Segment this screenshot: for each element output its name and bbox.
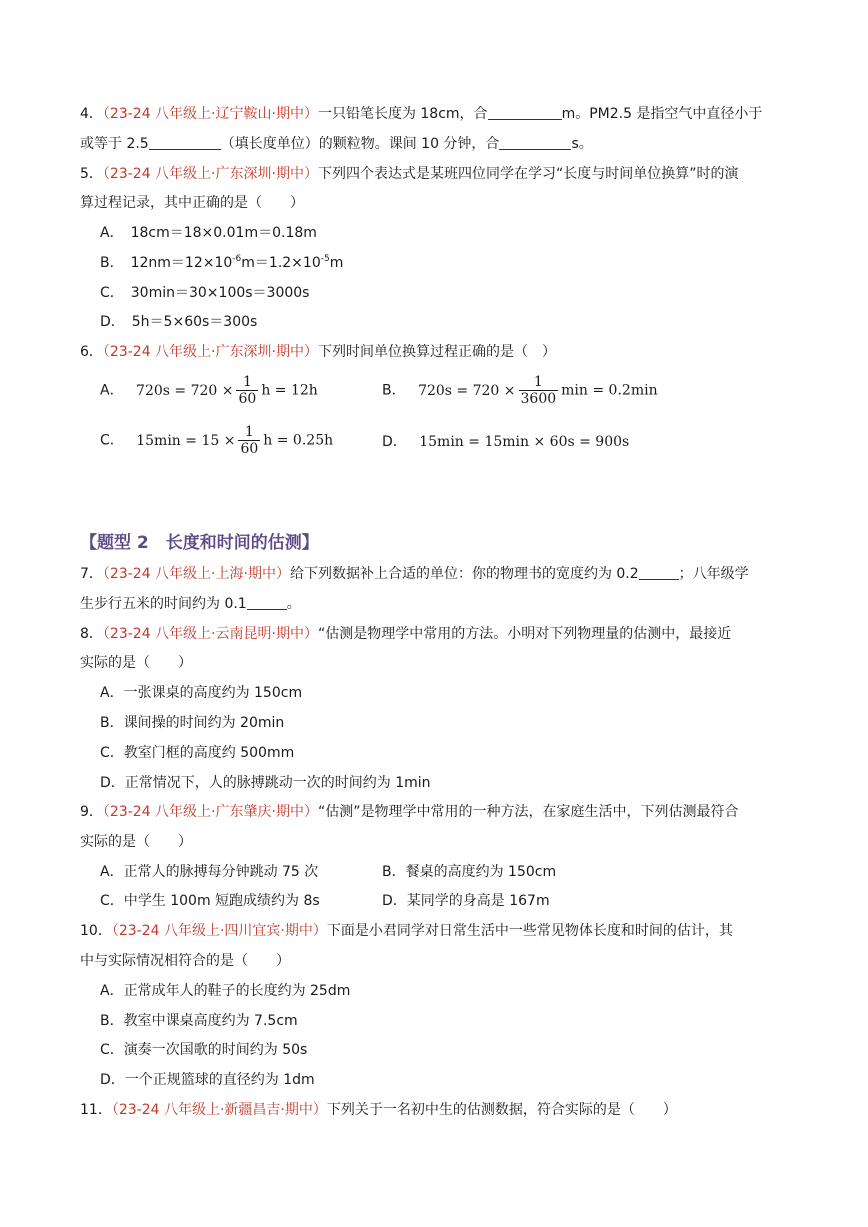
q6-option-a-denominator: 60	[238, 391, 257, 407]
q6-option-c-post: h = 0.25h	[263, 432, 334, 449]
q4-text-2c: s。	[571, 136, 593, 152]
q5-option-b-mid: m＝1.2×10	[241, 255, 321, 271]
q7-blank-2[interactable]	[247, 595, 287, 610]
q6-option-c-fraction	[238, 424, 260, 457]
q11-source-tag: （23-24 八年级上·新疆昌吉·期中）	[111, 1102, 327, 1118]
q6-number: 6．	[80, 344, 103, 360]
q4-blank-2[interactable]	[149, 135, 221, 150]
q6-option-b-label: B．	[382, 382, 406, 399]
q4-blank-3[interactable]	[499, 135, 571, 150]
q7-text-2b: 。	[286, 596, 301, 612]
q10-option-d[interactable]: D．一个正规篮球的直径约为 1dm	[100, 1072, 315, 1088]
q9-option-d[interactable]: D．某同学的身高是 167m	[382, 893, 550, 909]
q6-option-c-label: C．	[100, 432, 124, 449]
q9-option-b[interactable]: B．餐桌的高度约为 150cm	[382, 864, 557, 880]
q4-text-2b: （填长度单位）的颗粒物。课间 10 分钟，合	[220, 136, 500, 152]
q10-line-2: 中与实际情况相符合的是（ ）	[80, 953, 290, 969]
q7-text-2a: 生步行五米的时间约为 0.1	[80, 596, 247, 612]
q11-number: 11．	[80, 1102, 112, 1118]
q5-text-1: 下列四个表达式是某班四位同学在学习“长度与时间单位换算”时的演	[317, 166, 739, 182]
q6-option-b-post: min = 0.2min	[561, 382, 658, 399]
q7-blank-1[interactable]	[639, 565, 679, 580]
q11-line-1	[80, 1100, 677, 1120]
q5-source-tag: （23-24 八年级上·广东深圳·期中）	[102, 166, 318, 182]
q10-source-tag: （23-24 八年级上·四川宜宾·期中）	[111, 923, 327, 939]
q5-option-b-exp1: -6	[232, 254, 242, 264]
q6-option-c-numerator: 1	[244, 424, 254, 440]
q6-option-b-numerator: 1	[533, 374, 543, 390]
q6-option-d-expr: 15min = 15min × 60s = 900s	[419, 434, 630, 450]
q8-option-b[interactable]: B．课间操的时间约为 20min	[100, 715, 285, 731]
q6-option-c-denominator: 60	[240, 441, 259, 457]
q4-number: 4．	[80, 106, 103, 122]
q5-option-b-post: m	[329, 255, 344, 271]
q7-line-2	[80, 594, 301, 614]
q4-line-1	[80, 104, 762, 124]
q8-option-a[interactable]: A．一张课桌的高度约为 150cm	[100, 685, 303, 701]
q9-line-1	[80, 802, 738, 822]
q6-option-d-label: D．	[382, 434, 407, 450]
q6-option-b-fraction	[519, 374, 559, 407]
q9-option-a[interactable]: A．正常人的脉搏每分钟跳动 75 次	[100, 864, 319, 880]
q4-line-2	[80, 134, 593, 154]
q6-option-c-pre: 15min = 15 ×	[136, 432, 236, 449]
q4-text-2a: 或等于 2.5	[80, 136, 149, 152]
q6-option-a-numerator: 1	[242, 374, 252, 390]
q10-number: 10．	[80, 923, 112, 939]
q7-line-1	[80, 564, 749, 584]
q9-number: 9．	[80, 804, 103, 820]
q6-option-a-post: h = 12h	[261, 382, 318, 399]
q8-option-c[interactable]: C．教室门框的高度约 500mm	[100, 745, 295, 761]
q4-source-tag: （23-24 八年级上·辽宁鞍山·期中）	[102, 106, 318, 122]
q5-number: 5．	[80, 166, 103, 182]
q10-option-b[interactable]: B．教室中课桌高度约为 7.5cm	[100, 1013, 298, 1029]
q5-option-b-exp2: -5	[320, 254, 330, 264]
q10-option-c[interactable]: C．演奏一次国歌的时间约为 50s	[100, 1042, 308, 1058]
q6-option-d[interactable]	[382, 432, 629, 452]
q6-option-a-pre: 720s = 720 ×	[136, 382, 234, 399]
q6-text-1: 下列时间单位换算过程正确的是（ ）	[317, 344, 556, 360]
q5-option-b-pre: B． 12nm＝12×10	[100, 255, 233, 271]
q9-text-1: “估测”是物理学中常用的一种方法，在家庭生活中，下列估测最符合	[317, 804, 739, 820]
q4-blank-1[interactable]	[488, 105, 562, 120]
q6-line-1	[80, 342, 556, 362]
q6-source-tag: （23-24 八年级上·广东深圳·期中）	[102, 344, 318, 360]
q6-option-c[interactable]	[100, 424, 333, 457]
q8-line-2: 实际的是（ ）	[80, 655, 192, 671]
section-heading: 【题型 2 长度和时间的估测】	[80, 533, 319, 553]
q10-option-a[interactable]: A．正常成年人的鞋子的长度约为 25dm	[100, 983, 351, 999]
q8-line-1	[80, 624, 731, 644]
q7-text-1a: 给下列数据补上合适的单位：你的物理书的宽度约为 0.2	[289, 566, 639, 582]
q5-line-2: 算过程记录，其中正确的是（ ）	[80, 195, 304, 211]
q5-option-b[interactable]	[100, 253, 343, 273]
q9-option-c[interactable]: C．中学生 100m 短跑成绩约为 8s	[100, 893, 320, 909]
q5-line-1	[80, 164, 738, 184]
q8-source-tag: （23-24 八年级上·云南昆明·期中）	[102, 626, 318, 642]
q10-text-1: 下面是小君同学对日常生活中一些常见物体长度和时间的估计，其	[326, 923, 733, 939]
q8-option-d[interactable]: D．正常情况下，人的脉搏跳动一次的时间约为 1min	[100, 775, 431, 791]
q5-option-c[interactable]: C． 30min＝30×100s＝3000s	[100, 285, 310, 301]
q6-option-a[interactable]	[100, 374, 318, 407]
q4-text-1b: m。PM2.5 是指空气中直径小于	[561, 106, 763, 122]
q9-source-tag: （23-24 八年级上·广东肇庆·期中）	[102, 804, 318, 820]
q7-source-tag: （23-24 八年级上·上海·期中）	[102, 566, 290, 582]
q7-number: 7．	[80, 566, 103, 582]
q5-option-d[interactable]: D． 5h＝5×60s＝300s	[100, 314, 258, 330]
q11-text-1: 下列关于一名初中生的估测数据，符合实际的是（ ）	[326, 1102, 677, 1118]
q8-number: 8．	[80, 626, 103, 642]
q10-line-1	[80, 921, 733, 941]
q4-text-1a: 一只铅笔长度为 18cm，合	[317, 106, 488, 122]
q8-text-1: “估测是物理学中常用的方法。小明对下列物理量的估测中，最接近	[317, 626, 732, 642]
q6-option-b-pre: 720s = 720 ×	[418, 382, 516, 399]
q9-line-2: 实际的是（ ）	[80, 834, 192, 850]
q7-text-1b: ；八年级学	[678, 566, 749, 582]
q6-option-b[interactable]	[382, 374, 658, 407]
q6-option-a-label: A．	[100, 382, 124, 399]
q6-option-b-denominator: 3600	[520, 391, 557, 407]
q6-option-a-fraction	[236, 374, 258, 407]
q5-option-a[interactable]: A． 18cm＝18×0.01m＝0.18m	[100, 225, 317, 241]
